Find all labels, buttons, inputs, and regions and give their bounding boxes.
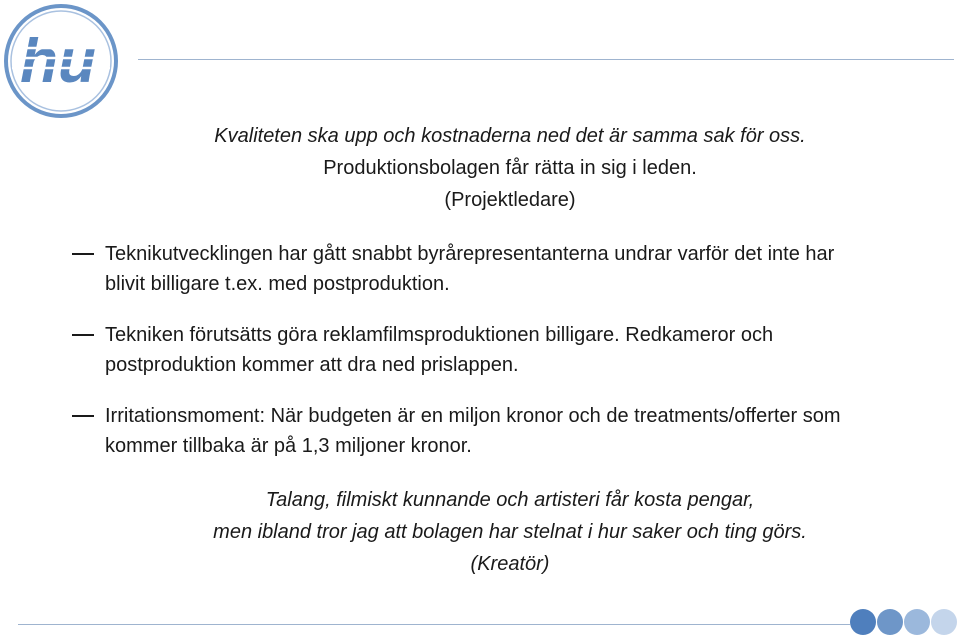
quote-attribution: (Kreatör) xyxy=(470,553,550,575)
bullet-line: postproduktion kommer att dra ned prislappen. xyxy=(105,354,519,376)
bullet-line: Tekniken förutsätts göra reklamfilmsproduktionen billigare. Redkameror och xyxy=(105,324,774,346)
dash-bullet-marker xyxy=(72,253,94,255)
bullet-item xyxy=(72,239,952,299)
dot xyxy=(904,609,930,635)
footer-rule xyxy=(18,624,850,625)
quote-line: Produktionsbolagen får rätta in sig i leden. xyxy=(323,157,697,179)
bullet-item xyxy=(72,320,952,380)
bullet-line: blivit billigare t.ex. med postproduktion. xyxy=(105,273,450,295)
bullet-line: Irritationsmoment: När budgeten är en miljon kronor och de treatments/offerter som xyxy=(105,405,841,427)
dot xyxy=(850,609,876,635)
quote-line: Kvaliteten ska upp och kostnaderna ned det är samma sak för oss. xyxy=(214,125,806,147)
dash-bullet-marker xyxy=(72,415,94,417)
bullet-line: kommer tillbaka är på 1,3 miljoner kronor. xyxy=(105,435,472,457)
quote-attribution: (Projektledare) xyxy=(444,189,576,211)
dash-bullet-marker xyxy=(72,334,94,336)
quote-creative xyxy=(0,484,960,580)
svg-text:hu: hu xyxy=(20,27,96,96)
quote-project-manager xyxy=(0,120,960,216)
quote-line: Talang, filmiskt kunnande och artisteri får kosta pengar, xyxy=(265,489,755,511)
header-rule xyxy=(138,59,954,60)
dot xyxy=(931,609,957,635)
dot xyxy=(877,609,903,635)
bullet-item xyxy=(72,401,952,461)
decorative-dots-icon xyxy=(849,606,959,638)
quote-line: men ibland tror jag att bolagen har stelnat i hur saker och ting görs. xyxy=(213,521,807,543)
hu-logo xyxy=(2,2,120,120)
bullet-line: Teknikutvecklingen har gått snabbt byrårepresentanterna undrar varför det inte har xyxy=(105,243,835,265)
